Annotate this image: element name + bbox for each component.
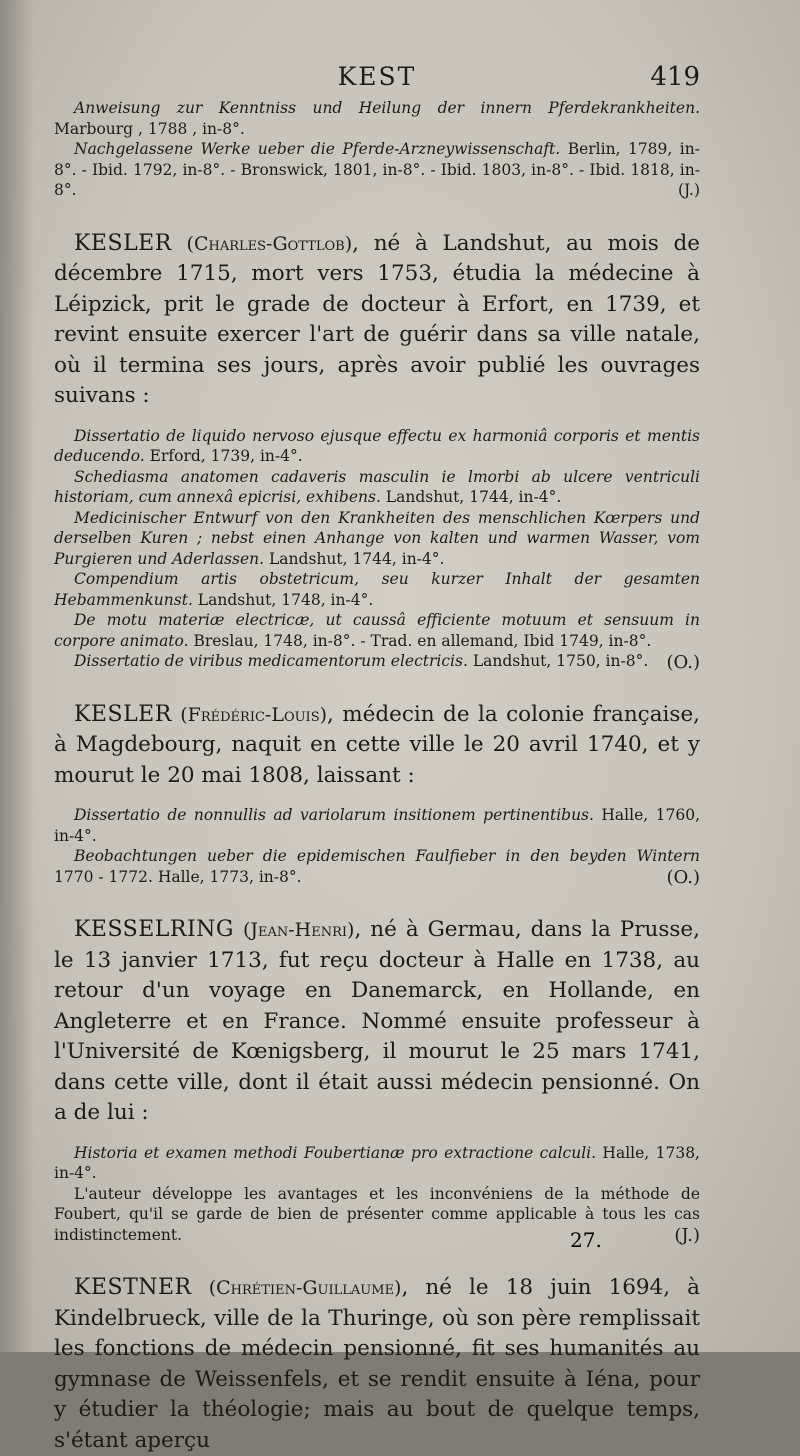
work-item: Nachgelassene Werke ueber die Pferde-Arzneywissenschaft. Berlin, 1789, in-8°. - Ibid. 1792, in-8°. - Bronswick, 1801, in-8°. - Ibid. 1803, in-8°. - Ibid. 1818, in-8°. [54, 140, 700, 199]
work-item: Anweisung zur Kenntniss und Heilung der innern Pferdekrankheiten. Marbourg , 1788 , in-8°. [54, 99, 700, 138]
entry-name: KESLER [74, 701, 172, 727]
work-item: Schediasma anatomen cadaveris masculin ie lmorbi ab ulcere ventriculi historiam, cum annexâ epicrisi, exhibens. Landshut, 1744, in-4°. [54, 467, 700, 506]
works-list [54, 1143, 700, 1246]
work-item: De motu materiæ electricæ, ut caussâ efficiente motuum et sensuum in corpore animato. Breslau, 1748, in-8°. - Trad. en allemand, Ibid 1749, in-8°. [54, 611, 700, 650]
entry-bio: KESLER (Frédéric-Louis), médecin de la colonie française, à Magdebourg, naquit en cette ville le 20 avril 1740, et y mourut le 20 mai 1808, laissant : [54, 701, 700, 788]
works-list [54, 426, 700, 672]
work-item: Dissertatio de nonnullis ad variolarum insitionem pertinentibus. Halle, 1760, in-4°. [54, 806, 701, 845]
entry-bio: KESTNER (Chrétien-Guillaume), né le 18 juin 1694, à Kindelbrueck, ville de la Thuringe, où son père remplissait les fonctions de médecin pensionné, fit ses humanités au gymnase de Weissenfels, et se rendit ensuite à Iéna, pour y étudier la théologie; mais au bout de quelque temps, s'étant aperçu [54, 1275, 700, 1453]
running-head [54, 62, 700, 98]
works-list [54, 805, 700, 887]
author-signature: (J.) [677, 180, 700, 199]
work-item: Historia et examen methodi Foubertianæ pro extractione calculi. Halle, 1738, in-4°. [54, 1143, 700, 1182]
entry-kesselring [54, 915, 700, 1255]
entry-given-names: (Charles-Gottlob) [186, 232, 353, 255]
entry-bio: KESLER (Charles-Gottlob), né à Landshut, au mois de décembre 1715, mort vers 1753, étudia la médecine à Léipzick, prit le grade de docteur à Erfort, en 1739, et revint ensuite exercer l'art de guérir dans sa ville natale, où il termina ses jours, après avoir publié les ouvrages suivans : [54, 230, 700, 408]
entry-given-names: (Frédéric-Louis) [180, 703, 328, 726]
entry-name: KESLER [74, 230, 172, 256]
author-signature: (O.) [666, 651, 700, 673]
entry-name: KESTNER [74, 1275, 192, 1300]
work-item: Dissertatio de liquido nervoso ejusque effectu ex harmoniâ corporis et mentis deducendo. Erford, 1739, in-4°. [54, 426, 700, 465]
work-item: Compendium artis obstetricum, seu kurzer Inhalt der gesamten Hebammenkunst. Landshut, 1748, in-4°. [54, 570, 700, 609]
page-number: 419 [650, 62, 700, 92]
work-item: Beobachtungen ueber die epidemischen Faulfieber in den beyden Wintern 1770 - 1772. Halle, 1773, in-8°. [54, 847, 700, 886]
running-head-title: KEST [337, 62, 417, 91]
author-signature: (J.) [674, 1225, 700, 1246]
work-item: Medicinischer Entwurf von den Krankheiten des menschlichen Kœrpers und derselben Kuren ; nebst einen Anhange von kalten und warmen Wasser, vom Purgieren und Aderlassen. Landshut, 1744, in-4°. [54, 508, 700, 568]
entry-kesler-charles-gottlob [54, 229, 700, 682]
page-content [54, 62, 700, 1456]
entry-name: KESSELRING [74, 917, 234, 942]
entry-kesler-frederic-louis [54, 700, 700, 898]
work-note: L'auteur développe les avantages et les inconvéniens de la méthode de Foubert, qu'il se garde de bien de présenter comme applicable à tous les cas indistinctement. [54, 1184, 700, 1244]
page-gutter-shadow [0, 0, 34, 1352]
entry-given-names: (Chrétien-Guillaume) [208, 1277, 402, 1299]
entry-given-names: (Jean-Henri) [242, 919, 355, 941]
entry-kestner [54, 1273, 700, 1456]
work-item: Dissertatio de viribus medicamentorum electricis. Landshut, 1750, in-8°. [74, 652, 649, 670]
author-signature: (O.) [666, 867, 700, 888]
signature-mark: 27. [570, 1228, 602, 1252]
prev-entry-works [54, 98, 700, 211]
entry-bio: KESSELRING (Jean-Henri), né à Germau, dans la Prusse, le 13 janvier 1713, fut reçu docteur à Halle en 1738, au retour d'un voyage en Danemarck, en Hollande, en Angleterre et en France. Nommé ensuite professeur à l'Université de Kœnigsberg, il mourut le 25 mars 1741, dans cette ville, dont il était aussi médecin pensionné. On a de lui : [54, 917, 700, 1125]
